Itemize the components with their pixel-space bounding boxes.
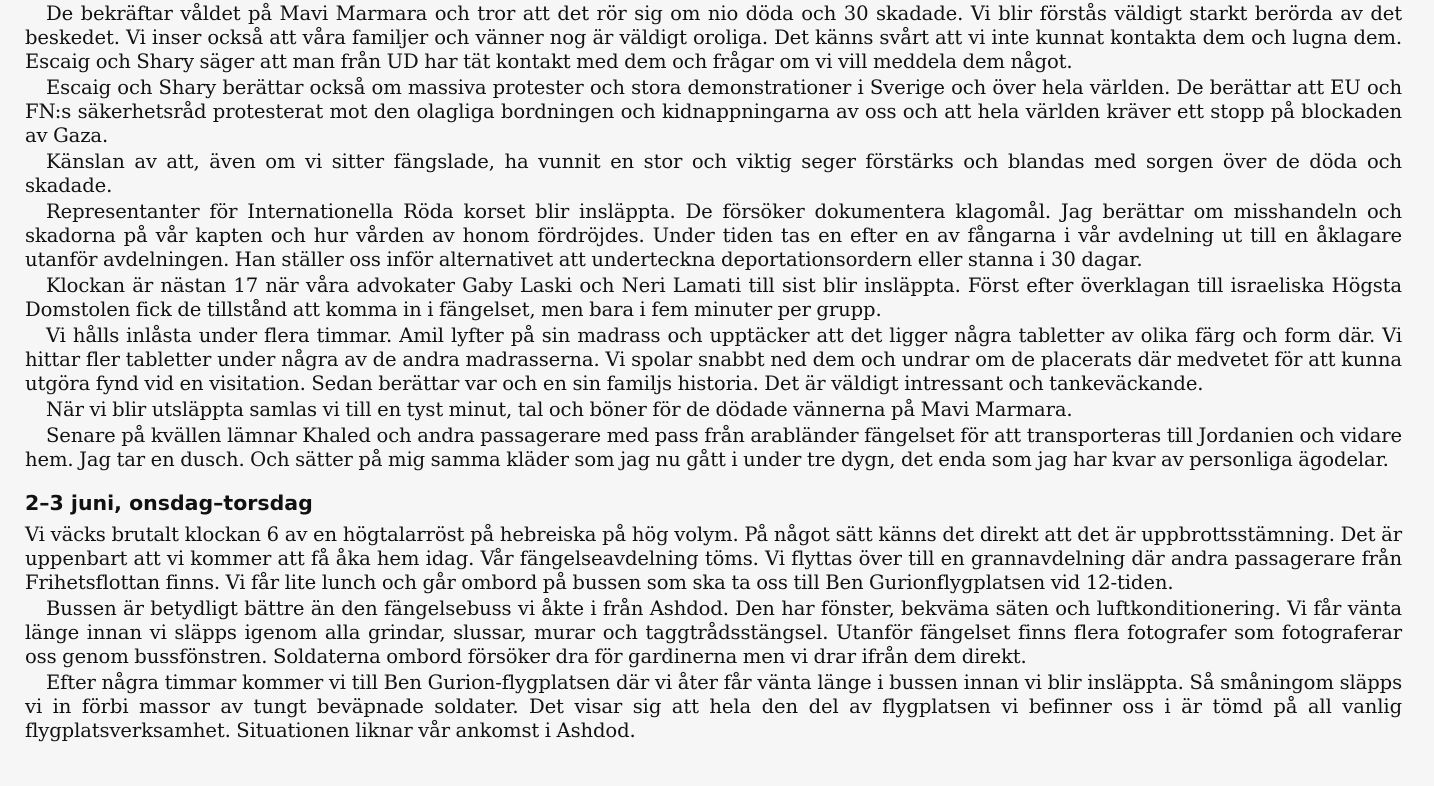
paragraph: Senare på kvällen lämnar Khaled och andra passagerare med pass från arabländer fängelset för att transporteras till Jordanien och vidare hem. Jag tar en dusch. Och sätter på mig samma kläder som jag nu gått i under tre dygn, det enda som jag har kvar av personliga ägodelar. xyxy=(25,424,1402,471)
paragraph: Representanter för Internationella Röda korset blir insläppta. De försöker dokumentera klagomål. Jag berättar om misshandeln och skadorna på vår kapten och hur vården av honom fördröjdes. Under tiden tas en efter en av fångarna i vår avdelning ut till en åklagare utanför avdelningen. Han ställer oss inför alternativet att underteckna deportationsordern eller stanna i 30 dagar. xyxy=(25,200,1402,271)
paragraph: Bussen är betydligt bättre än den fängelsebuss vi åkte i från Ashdod. Den har fönster, bekväma säten och luftkonditionering. Vi får vänta länge innan vi släpps igenom alla grindar, slussar, murar och taggtrådsstängsel. Utanför fängelset finns flera fotografer som fotograferar oss genom bussfönstren. Soldaterna ombord försöker dra för gardinerna men vi drar ifrån dem direkt. xyxy=(25,597,1402,668)
paragraph: Vi hålls inlåsta under flera timmar. Amil lyfter på sin madrass och upptäcker att det ligger några tabletter av olika färg och form där. Vi hittar fler tabletter under några av de andra madrasserna. Vi spolar snabbt ned dem och undrar om de placerats där medvetet för att kunna utgöra fynd vid en visitation. Sedan berättar var och en sin familjs historia. Det är väldigt intressant och tankeväckande. xyxy=(25,324,1402,395)
section-heading: 2–3 juni, onsdag–torsdag xyxy=(25,491,313,515)
paragraph: Efter några timmar kommer vi till Ben Gurion-flygplatsen där vi åter får vänta länge i bussen innan vi blir insläppta. Så småningom släpps vi in förbi massor av tungt beväpnade soldater. Det visar sig att hela den del av flygplatsen vi befinner oss i är tömd på all vanlig flygplatsverksamhet. Situationen liknar vår ankomst i Ashdod. xyxy=(25,671,1402,742)
document-page xyxy=(25,2,1402,745)
paragraph: Känslan av att, även om vi sitter fängslade, ha vunnit en stor och viktig seger förstärks och blandas med sorgen över de döda och skadade. xyxy=(25,150,1402,197)
paragraph: När vi blir utsläppta samlas vi till en tyst minut, tal och böner för de dödade vännerna på Mavi Marmara. xyxy=(46,398,1073,421)
paragraph: Vi väcks brutalt klockan 6 av en högtalarröst på hebreiska på hög volym. På något sätt känns det direkt att det är uppbrottsstämning. Det är uppenbart att vi kommer att få åka hem idag. Vår fängelseavdelning töms. Vi flyttas över till en grannavdelning där andra passagerare från Frihetsflottan finns. Vi får lite lunch och går ombord på bussen som ska ta oss till Ben Gurionflygplatsen vid 12-tiden. xyxy=(25,523,1402,594)
paragraph: Klockan är nästan 17 när våra advokater Gaby Laski och Neri Lamati till sist blir insläppta. Först efter överklagan till israeliska Högsta Domstolen fick de tillstånd att komma in i fängelset, men bara i fem minuter per grupp. xyxy=(25,274,1402,321)
section-1 xyxy=(25,2,1402,472)
section-2 xyxy=(25,490,1402,743)
paragraph: Escaig och Shary berättar också om massiva protester och stora demonstrationer i Sverige och över hela världen. De berättar att EU och FN:s säkerhetsråd protesterat mot den olagliga bordningen och kidnappningarna av oss och att hela världen kräver ett stopp på blockaden av Gaza. xyxy=(25,76,1402,147)
paragraph: De bekräftar våldet på Mavi Marmara och tror att det rör sig om nio döda och 30 skadade. Vi blir förstås väldigt starkt berörda av det beskedet. Vi inser också att våra familjer och vänner nog är väldigt oroliga. Det känns svårt att vi inte kunnat kontakta dem och lugna dem. Escaig och Shary säger att man från UD har tät kontakt med dem och frågar om vi vill meddela dem något. xyxy=(25,2,1402,73)
